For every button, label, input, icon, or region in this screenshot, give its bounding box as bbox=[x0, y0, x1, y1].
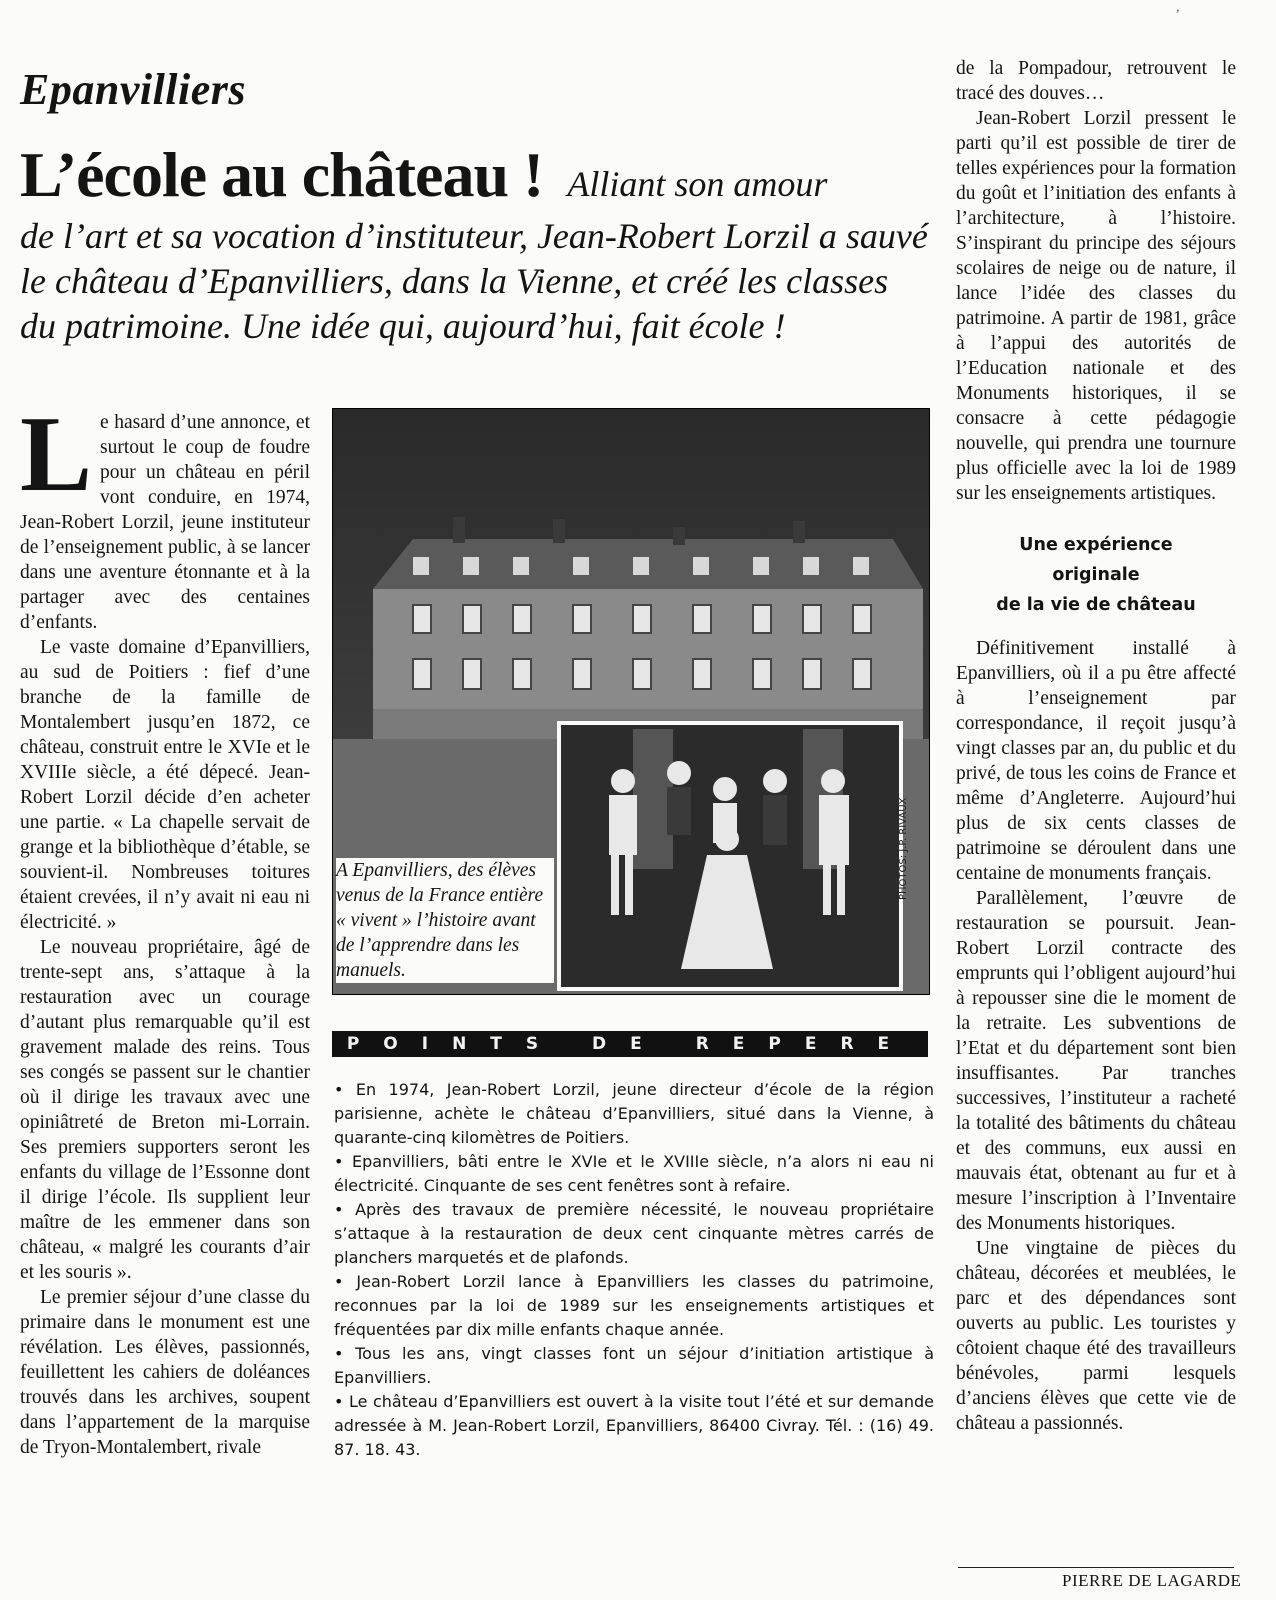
list-item: • Après des travaux de première nécessité, le nouveau propriétaire s’attaque à la restauration de deux cent cinquante mètres carrés de planchers marquetés et de plafonds. bbox=[334, 1200, 934, 1267]
paragraph: Une vingtaine de pièces du château, décorées et meublées, le parc et des dépendances sont ouverts au public. Les touristes y côtoient chaque été des travailleurs bénévoles, parmi lesquels d’anciens élèves que cette vie de château a passionnés. bbox=[956, 1238, 1236, 1434]
list-item: • Le château d’Epanvilliers est ouvert à la visite tout l’été et sur demande adressée à M. Jean-Robert Lorzil, Epanvilliers, 86400 Civray. Tél. : (16) 49. 87. 18. 43. bbox=[334, 1392, 934, 1459]
paragraph: Le vaste domaine d’Epanvilliers, au sud de Poitiers : fief d’une branche de la famille de Montalembert jusqu’en 1872, ce château, construit entre le XVIe et le XVIIIe siècle, a été dépecé. Jean-Robert Lorzil décide d’en acheter une partie. « La chapelle servait de grange et la bibliothèque d’étable, se souvient-il. Nombreuses toitures étaient crevées, il n’y avait ni eau ni électricité. » bbox=[20, 637, 310, 933]
paragraph: Définitivement installé à Epanvilliers, où il a pu être affecté à l’enseignement par correspondance, il reçoit jusqu’à vingt classes par an, du public et du privé, de tous les coins de France et même d’Angleterre. Aujourd’hui plus de six cents classes de patrimoine se déroulent dans une centaine de monuments français. bbox=[956, 638, 1236, 884]
photo-credit: PHOTOS: J.P. RIVAUX bbox=[898, 797, 909, 900]
drop-cap: L bbox=[20, 395, 93, 514]
headline-block bbox=[20, 140, 930, 349]
photo-caption: A Epanvilliers, des élèves venus de la France entière « vivent » l’histoire avant de l’apprendre dans les manuels. bbox=[336, 858, 554, 983]
subhead-line: de la vie de château bbox=[996, 595, 1196, 615]
article-dek: de l’art et sa vocation d’instituteur, Jean-Robert Lorzil a sauvé le château d’Epanvilliers, dans la Vienne, et créé les classes du patrimoine. Une idée qui, aujourd’hui, fait école ! bbox=[20, 216, 928, 346]
list-item: • Epanvilliers, bâti entre le XVIe et le XVIIIe siècle, n’a alors ni eau ni électricité. Cinquante de ses cent fenêtres sont à refaire. bbox=[334, 1152, 934, 1195]
paragraph: Le nouveau propriétaire, âgé de trente-sept ans, s’attaque à la restauration avec un courage d’autant plus remarquable qu’il est gravement malade des reins. Tous ses congés se passent sur le chantier où il dirige les travaux avec une opiniâtreté de Breton mi-Lorrain. Ses premiers supporters seront les enfants du village de l’Essonne dont il dirige l’école. Ils supplient leur maître de les emmener dans son château, « malgré les courants d’air et les souris ». bbox=[20, 937, 310, 1283]
article-kicker: Epanvilliers bbox=[20, 65, 247, 114]
paragraph: Parallèlement, l’œuvre de restauration se poursuit. Jean-Robert Lorzil contracte des emprunts qui l’obligent aujourd’hui à repousser sine die le moment de la retraite. Les subventions de l’Etat et du département sont bien insuffisantes. Par tranches successives, l’instituteur a racheté la totalité des bâtiments du château et des communs, eux aussi en mauvais état, obtenant au fur et à mesure l’inscription à l’Inventaire des Monuments historiques. bbox=[956, 888, 1236, 1234]
paragraph: Jean-Robert Lorzil pressent le parti qu’il est possible de tirer de telles expériences pour la formation du goût et l’initiation des enfants à l’architecture, à l’histoire. S’inspirant du principe des séjours scolaires de neige ou de nature, il lance l’idée des classes du patrimoine. A partir de 1981, grâce à l’appui des autorités de l’Education nationale et des Monuments historiques, il se consacre à cette pédagogie nouvelle, qui prendra une tournure plus officielle avec la loi de 1989 sur les enseignements artistiques. bbox=[956, 108, 1236, 504]
paragraph-text: e hasard d’une annonce, et surtout le coup de foudre pour un château en péril vont conduire, en 1974, Jean-Robert Lorzil, jeune instituteur de l’enseignement public, à se lancer dans une aventure étonnante et à la partager avec des centaines d’enfants. bbox=[20, 412, 310, 633]
paragraph: de la Pompadour, retrouvent le tracé des douves… bbox=[956, 58, 1236, 104]
subhead-line: originale bbox=[1052, 565, 1140, 585]
reperes-list bbox=[334, 1078, 934, 1462]
column-left bbox=[20, 395, 310, 1460]
reperes-title-bar: POINTS DE REPERE bbox=[332, 1031, 928, 1057]
list-item: • En 1974, Jean-Robert Lorzil, jeune directeur d’école de la région parisienne, achète le château d’Epanvilliers, situé dans la Vienne, à quarante-cinq kilomètres de Poitiers. bbox=[334, 1080, 934, 1147]
section-subhead bbox=[956, 530, 1236, 620]
article-title: L’école au château ! bbox=[20, 139, 544, 210]
list-item: • Tous les ans, vingt classes font un séjour d’initiation artistique à Epanvilliers. bbox=[334, 1344, 934, 1387]
paragraph: Le premier séjour d’une classe du primaire dans le monument est une révélation. Les élèves, passionnés, feuillettent les cahiers de doléances trouvés dans les archives, soupent dans l’appartement de la marquise de Tryon-Montalembert, rivale bbox=[20, 1287, 310, 1458]
byline-divider bbox=[958, 1567, 1234, 1568]
page-corner-mark: , bbox=[1176, 0, 1180, 15]
column-right bbox=[956, 56, 1236, 1436]
subhead-line: Une expérience bbox=[1019, 535, 1173, 555]
list-item: • Jean-Robert Lorzil lance à Epanvilliers les classes du patrimoine, reconnues par la loi de 1989 sur les enseignements artistiques et fréquentées par dix mille enfants chaque année. bbox=[334, 1272, 934, 1339]
article-dek-start: Alliant son amour bbox=[567, 164, 828, 204]
paragraph bbox=[20, 395, 310, 635]
article-byline: PIERRE DE LAGARDE bbox=[1062, 1571, 1242, 1590]
